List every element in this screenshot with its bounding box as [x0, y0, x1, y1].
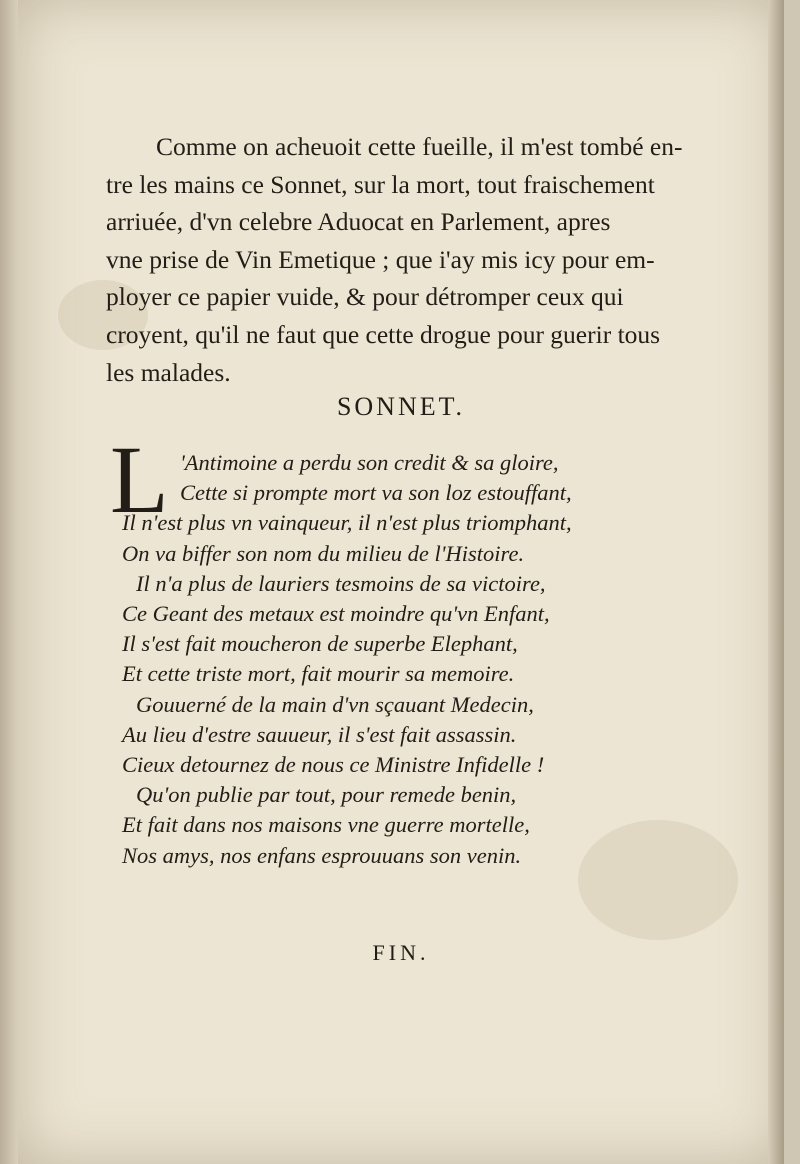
verse-line: Il n'a plus de lauriers tesmoins de sa victoire,	[136, 570, 546, 596]
verse-line: Ce Geant des metaux est moindre qu'vn Enfant,	[122, 601, 550, 627]
prose-line: ployer ce papier vuide, & pour détromper ceux qui	[106, 282, 624, 312]
prose-line: croyent, qu'il ne faut que cette drogue pour guerir tous	[106, 319, 661, 349]
page-right-edge	[768, 0, 784, 1164]
verse-line: Il n'est plus vn vainqueur, il n'est plus triomphant,	[122, 510, 572, 536]
drop-cap: L	[110, 426, 169, 533]
verse-line: Nos amys, nos enfans esprouuans son venin.	[122, 842, 522, 868]
prose-line: les malades.	[106, 357, 231, 387]
prose-line: tre les mains ce Sonnet, sur la mort, tout fraischement	[106, 169, 655, 199]
verse-line: Et cette triste mort, fait mourir sa memoire.	[122, 661, 515, 687]
verse-line: Cieux detournez de nous ce Ministre Infidelle !	[122, 752, 545, 778]
sonnet-body	[100, 448, 750, 871]
verse-line: Il s'est fait moucheron de superbe Elephant,	[122, 631, 518, 657]
verse-line: Et fait dans nos maisons vne guerre mortelle,	[122, 812, 530, 838]
verse-line: Cette si prompte mort va son loz estouffant,	[180, 480, 572, 506]
end-mark: FIN.	[372, 940, 430, 965]
verse-line: Au lieu d'estre sauueur, il s'est fait assassin.	[122, 721, 517, 747]
verse-line: Qu'on publie par tout, pour remede benin,	[136, 782, 517, 808]
prose-line: arriuée, d'vn celebre Aduocat en Parlement, apres	[106, 207, 611, 237]
intro-paragraph	[106, 128, 746, 391]
prose-line: Comme on acheuoit cette fueille, il m'est tombé en-	[156, 132, 683, 161]
verse-line: 'Antimoine a perdu son credit & sa gloire,	[180, 450, 559, 475]
page-left-edge	[0, 0, 18, 1164]
sonnet-heading: SONNET.	[336, 392, 466, 421]
document-page	[18, 0, 784, 1164]
verse-line: On va biffer son nom du milieu de l'Histoire.	[122, 540, 525, 566]
verse-line: Gouuerné de la main d'vn sçauant Medecin,	[136, 691, 534, 717]
prose-line: vne prise de Vin Emetique ; que i'ay mis icy pour em-	[106, 244, 655, 274]
